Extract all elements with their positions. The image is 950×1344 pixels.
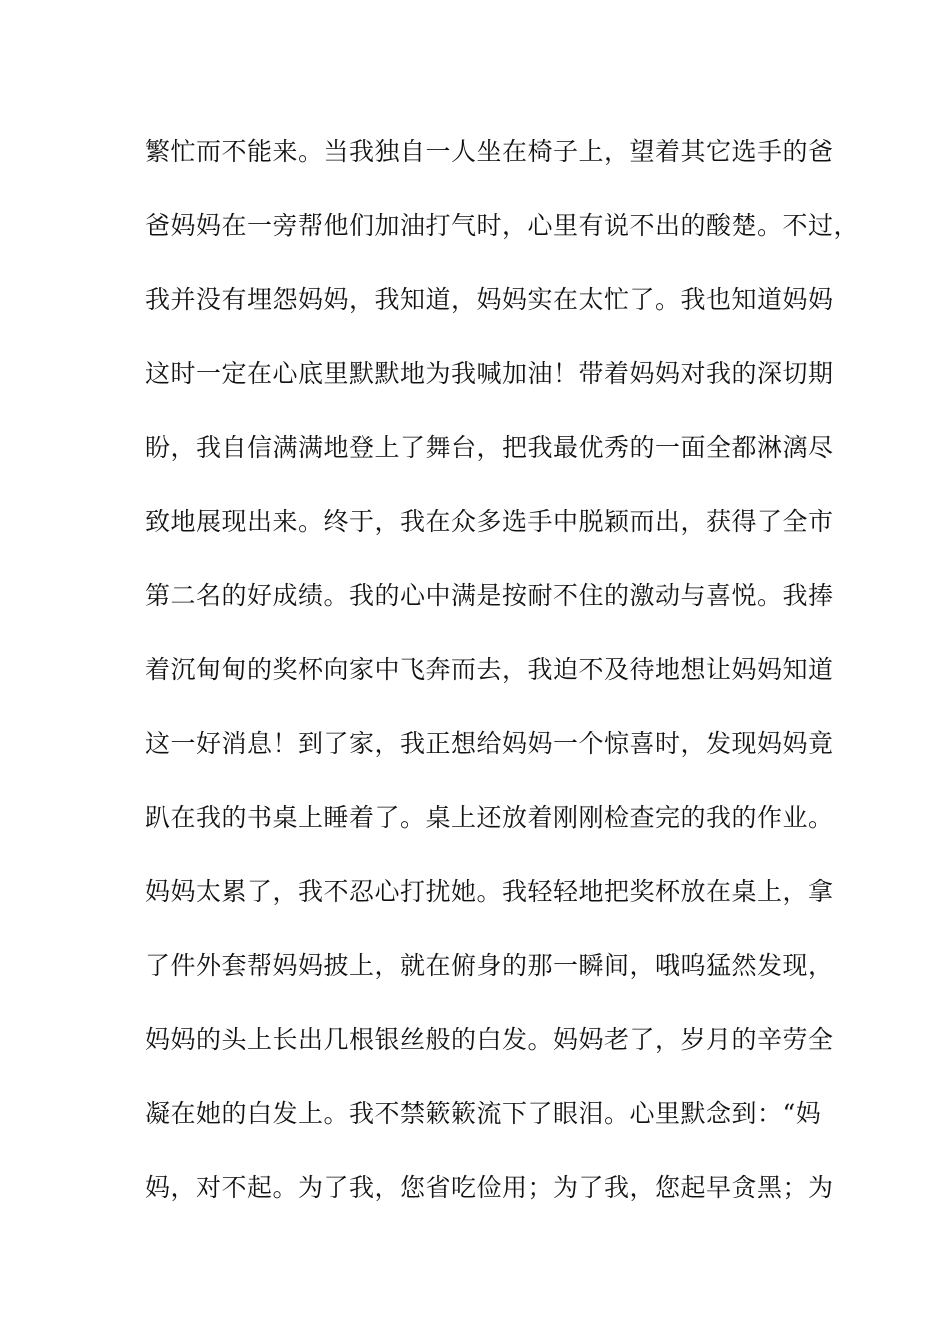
text-line: 第二名的好成绩。我的心中满是按耐不住的激动与喜悦。我捧 xyxy=(145,581,834,610)
text-line: 这一好消息！到了家，我正想给妈妈一个惊喜时，发现妈妈竟 xyxy=(145,729,834,758)
text-line: 爸妈妈在一旁帮他们加油打气时，心里有说不出的酸楚。不过， xyxy=(145,211,860,240)
text-line: 我并没有埋怨妈妈，我知道，妈妈实在太忙了。我也知道妈妈 xyxy=(145,285,834,314)
text-line: 了件外套帮妈妈披上，就在俯身的那一瞬间，哦呜猛然发现， xyxy=(145,951,834,980)
text-line: 妈妈的头上长出几根银丝般的白发。妈妈老了，岁月的辛劳全 xyxy=(145,1025,834,1054)
text-line: 盼，我自信满满地登上了舞台，把我最优秀的一面全都淋漓尽 xyxy=(145,433,834,462)
essay-text xyxy=(145,127,860,1237)
text-line: 繁忙而不能来。当我独自一人坐在椅子上，望着其它选手的爸 xyxy=(145,137,834,166)
text-line: 致地展现出来。终于，我在众多选手中脱颖而出，获得了全市 xyxy=(145,507,834,536)
text-line: 凝在她的白发上。我不禁簌簌流下了眼泪。心里默念到：“妈 xyxy=(145,1099,822,1128)
text-line: 妈妈太累了，我不忍心打扰她。我轻轻地把奖杯放在桌上，拿 xyxy=(145,877,834,906)
text-line: 着沉甸甸的奖杯向家中飞奔而去，我迫不及待地想让妈妈知道 xyxy=(145,655,834,684)
text-line: 趴在我的书桌上睡着了。桌上还放着刚刚检查完的我的作业。 xyxy=(145,803,834,832)
text-line: 妈，对不起。为了我，您省吃俭用；为了我，您起早贪黑；为 xyxy=(145,1173,834,1202)
text-line: 这时一定在心底里默默地为我喊加油！带着妈妈对我的深切期 xyxy=(145,359,834,388)
